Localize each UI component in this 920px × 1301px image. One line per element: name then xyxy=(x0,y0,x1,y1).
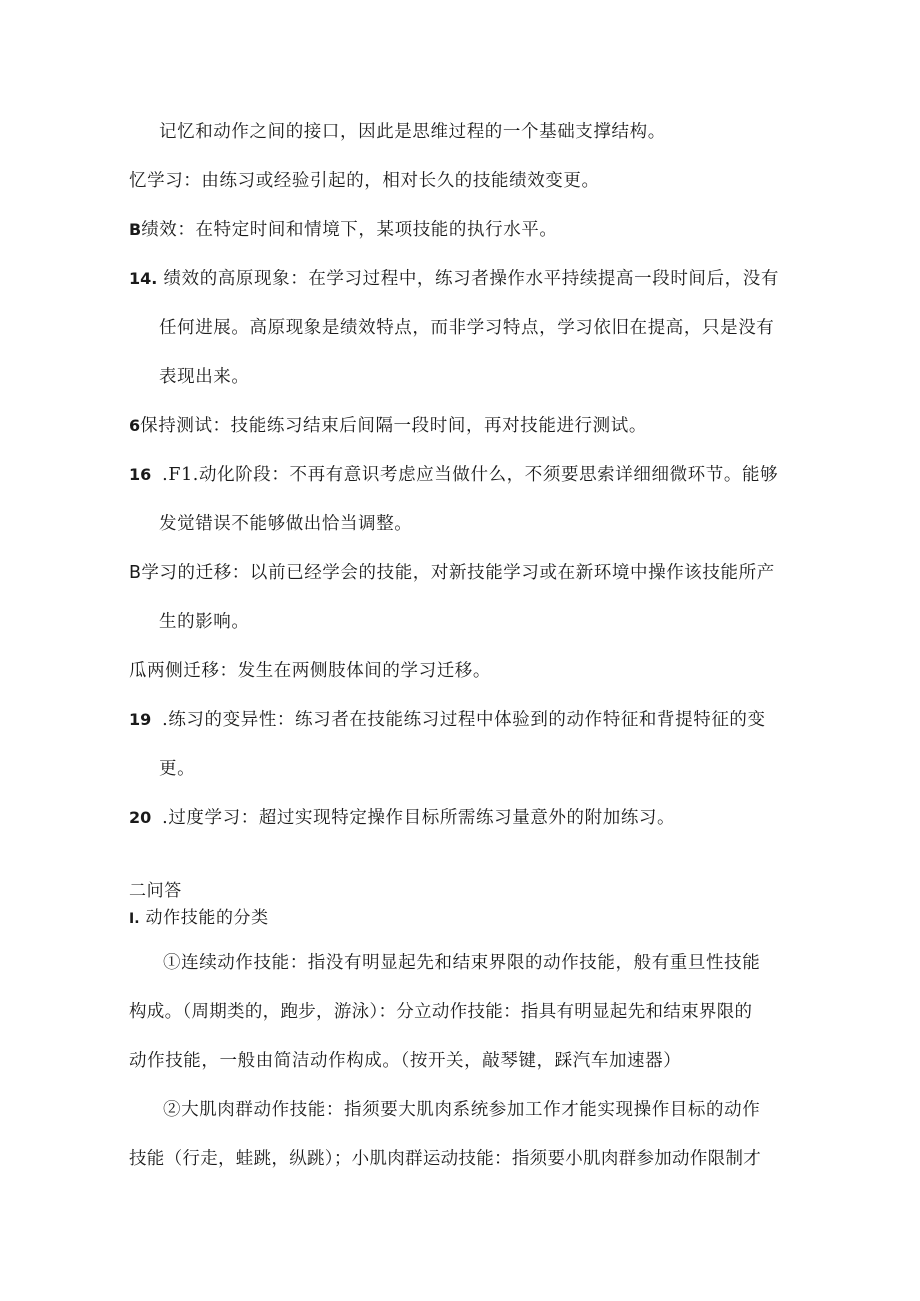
definition-text: 记忆和动作之间的接口，因此是思维过程的一个基础支撑结构。 xyxy=(159,122,666,142)
answer-line: ②大肌肉群动作技能：指须要大肌肉系统参加工作才能实现操作目标的动作 xyxy=(163,1100,761,1120)
section-subheading xyxy=(129,906,269,931)
definition-text: 保持测试：技能练习结束后间隔一段时间，再对技能进行测试。 xyxy=(140,416,647,436)
definition-line xyxy=(129,267,779,291)
definition-line xyxy=(159,316,774,340)
item-marker: 瓜 xyxy=(129,661,148,681)
definition-line xyxy=(159,512,412,536)
definition-text: 两侧迁移：发生在两侧肢体间的学习迁移。 xyxy=(147,661,492,681)
item-marker: 19 xyxy=(129,710,152,729)
definition-line xyxy=(129,414,647,438)
definition-text: 更。 xyxy=(159,759,196,779)
item-marker: 16 xyxy=(129,465,152,484)
item-marker: B xyxy=(129,220,142,239)
definition-text: 表现出来。 xyxy=(159,367,250,387)
item-marker: 20 xyxy=(129,808,152,827)
definition-line xyxy=(129,169,600,193)
definition-text: 学习：由练习或经验引起的，相对长久的技能绩效变更。 xyxy=(147,171,600,191)
section-heading: 二问答 xyxy=(129,881,182,901)
answer-line: 动作技能，一般由简洁动作构成。（按开关，敲琴键，踩汽车加速器） xyxy=(129,1051,682,1071)
definition-text: 生的影响。 xyxy=(159,612,250,632)
definition-text: .过度学习：超过实现特定操作目标所需练习量意外的附加练习。 xyxy=(162,808,676,828)
definition-line xyxy=(129,806,675,830)
definition-text: 发觉错误不能够做出恰当调整。 xyxy=(159,514,413,534)
definition-text: 绩效：在特定时间和情境下，某项技能的执行水平。 xyxy=(141,220,558,240)
definition-text: 学习的迁移：以前已经学会的技能，对新技能学习或在新环境中操作该技能所产 xyxy=(141,563,775,583)
definition-text: .练习的变异性：练习者在技能练习过程中体验到的动作特征和背提特征的变 xyxy=(162,710,766,730)
definition-line xyxy=(159,365,250,389)
item-marker: 忆 xyxy=(129,171,148,191)
subheading-text: 动作技能的分类 xyxy=(145,908,269,928)
definition-text: 绩效的高原现象：在学习过程中，练习者操作水平持续提高一段时间后，没有 xyxy=(163,269,779,289)
answer-line: ①连续动作技能：指没有明显起先和结束界限的动作技能，般有重旦性技能 xyxy=(163,953,761,973)
definition-line xyxy=(159,120,666,144)
item-marker: I. xyxy=(129,911,140,927)
definition-line xyxy=(129,708,766,732)
answer-line: 技能（行走，蛙跳，纵跳）；小肌肉群运动技能：指须要小肌肉群参加动作限制才 xyxy=(129,1149,762,1169)
answer-line: 构成。（周期类的，跑步，游泳）：分立动作技能：指具有明显起先和结束界限的 xyxy=(129,1002,753,1022)
definition-line xyxy=(129,218,558,242)
definition-text: .F1.动化阶段：不再有意识考虑应当做什么，不须要思索详细细微环节。能够 xyxy=(162,465,779,485)
definition-line xyxy=(159,610,250,634)
definition-line xyxy=(159,757,195,781)
definition-line xyxy=(129,659,491,683)
item-marker: 14. xyxy=(129,269,158,288)
item-marker: B xyxy=(129,563,142,583)
definition-line xyxy=(129,561,775,585)
item-marker: 6 xyxy=(129,416,141,435)
definition-line xyxy=(129,463,778,487)
definition-text: 任何进展。高原现象是绩效特点，而非学习特点，学习依旧在提高，只是没有 xyxy=(159,318,775,338)
